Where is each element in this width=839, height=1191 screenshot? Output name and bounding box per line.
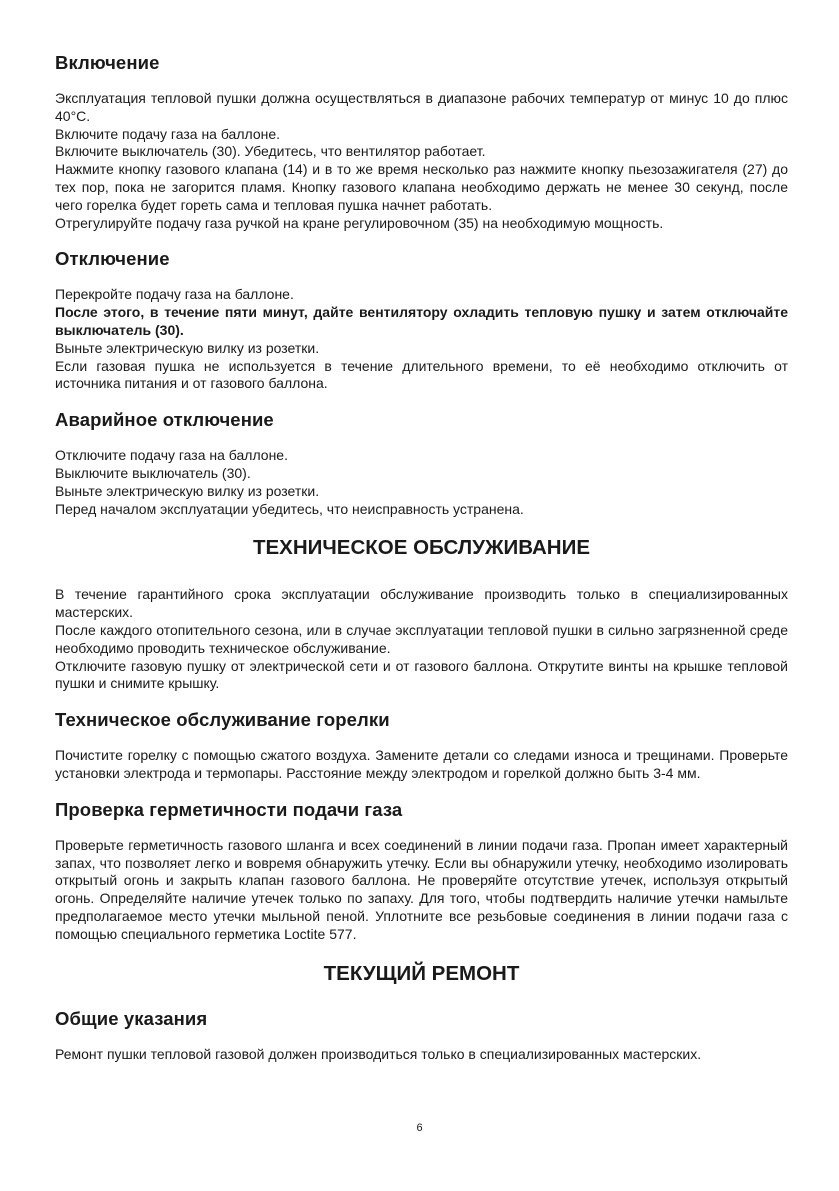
section-switching-on [55,52,788,232]
paragraph: Проверьте герметичность газового шланга и всех соединений в линии подачи газа. Пропан имеет характерный запах, что позволяет легко и вовремя обнаружить утечку. Если вы обнаружили утечку, необходимо изолировать открытый огонь и закрыть клапан газового баллона. Не проверяйте отсутствие утечек, используя открытый огонь. Определяйте наличие утечек только по запаху. Для того, чтобы подтвердить наличие утечки намыльте предполагаемое место утечки мыльной пеной. Уплотните все резьбовые соединения в линии подачи газа с помощью специального герметика Loctite 577. [55,836,788,942]
paragraph: В течение гарантийного срока эксплуатации обслуживание производить только в специализированных мастерских. [55,586,788,621]
paragraph: Отрегулируйте подачу газа ручкой на кране регулировочном (35) на необходимую мощность. [55,214,664,231]
heading-burner-maintenance: Техническое обслуживание горелки [55,709,390,731]
paragraph: Эксплуатация тепловой пушки должна осуществляться в диапазоне рабочих температур от минус 10 до плюс 40°C. [55,90,788,124]
heading-leak-check: Проверка герметичности подачи газа [55,798,403,820]
paragraph: Включите подачу газа на баллоне. [55,125,281,142]
section-maintenance-intro [55,586,788,693]
document-page [55,52,788,1079]
section-burner-maintenance [55,709,788,783]
section-leak-check [55,799,788,944]
paragraph: Если газовая пушка не используется в течение длительного времени, то её необходимо отключить от источника питания и от газового баллона. [55,357,788,392]
page-number: 6 [416,1122,423,1134]
paragraph: Перекройте подачу газа на баллоне. [55,286,294,303]
paragraph: Отключите подачу газа на баллоне. [55,447,288,464]
paragraph: Нажмите кнопку газового клапана (14) и в то же время несколько раз нажмите кнопку пьезозажигателя (27) до тех пор, пока не загорится пламя. Кнопку газового клапана необходимо держать не менее 30 секунд, после чего горелка будет гореть сама и тепловая пушка начнет работать. [55,161,788,213]
section-switching-off [55,248,788,393]
heading-emergency-off: Аварийное отключение [55,409,274,431]
paragraph: Включите выключатель (30). Убедитесь, что вентилятор работает. [55,143,486,160]
paragraph: Выньте электрическую вилку из розетки. [55,482,320,499]
paragraph: Ремонт пушки тепловой газовой должен производиться только в специализированных мастерских. [55,1045,702,1062]
heading-general-instructions: Общие указания [55,1007,208,1029]
paragraph: Отключите газовую пушку от электрической сети и от газового баллона. Открутите винты на крышке тепловой пушки и снимите крышку. [55,657,788,692]
heading-switching-off: Отключение [55,248,170,270]
paragraph: Перед началом эксплуатации убедитесь, что неисправность устранена. [55,500,524,517]
section-emergency-off [55,409,788,518]
paragraph: Почистите горелку с помощью сжатого воздуха. Замените детали со следами износа и трещинами. Проверьте установки электрода и термопары. Расстояние между электродом и горелкой должно быть 3-4 мм. [55,747,788,781]
paragraph: После каждого отопительного сезона, или в случае эксплуатации тепловой пушки в сильно загрязненной среде необходимо проводить техническое обслуживание. [55,621,788,656]
heading-repair: ТЕКУЩИЙ РЕМОНТ [323,961,520,985]
paragraph: Выключите выключатель (30). [55,464,251,481]
section-general-instructions [55,1008,788,1064]
paragraph: Выньте электрическую вилку из розетки. [55,339,320,356]
paragraph-bold: После этого, в течение пяти минут, дайте вентилятору охладить тепловую пушку и затем отключайте выключатель (30). [55,304,788,338]
heading-switching-on: Включение [55,52,160,73]
heading-maintenance: ТЕХНИЧЕСКОЕ ОБСЛУЖИВАНИЕ [252,536,591,560]
